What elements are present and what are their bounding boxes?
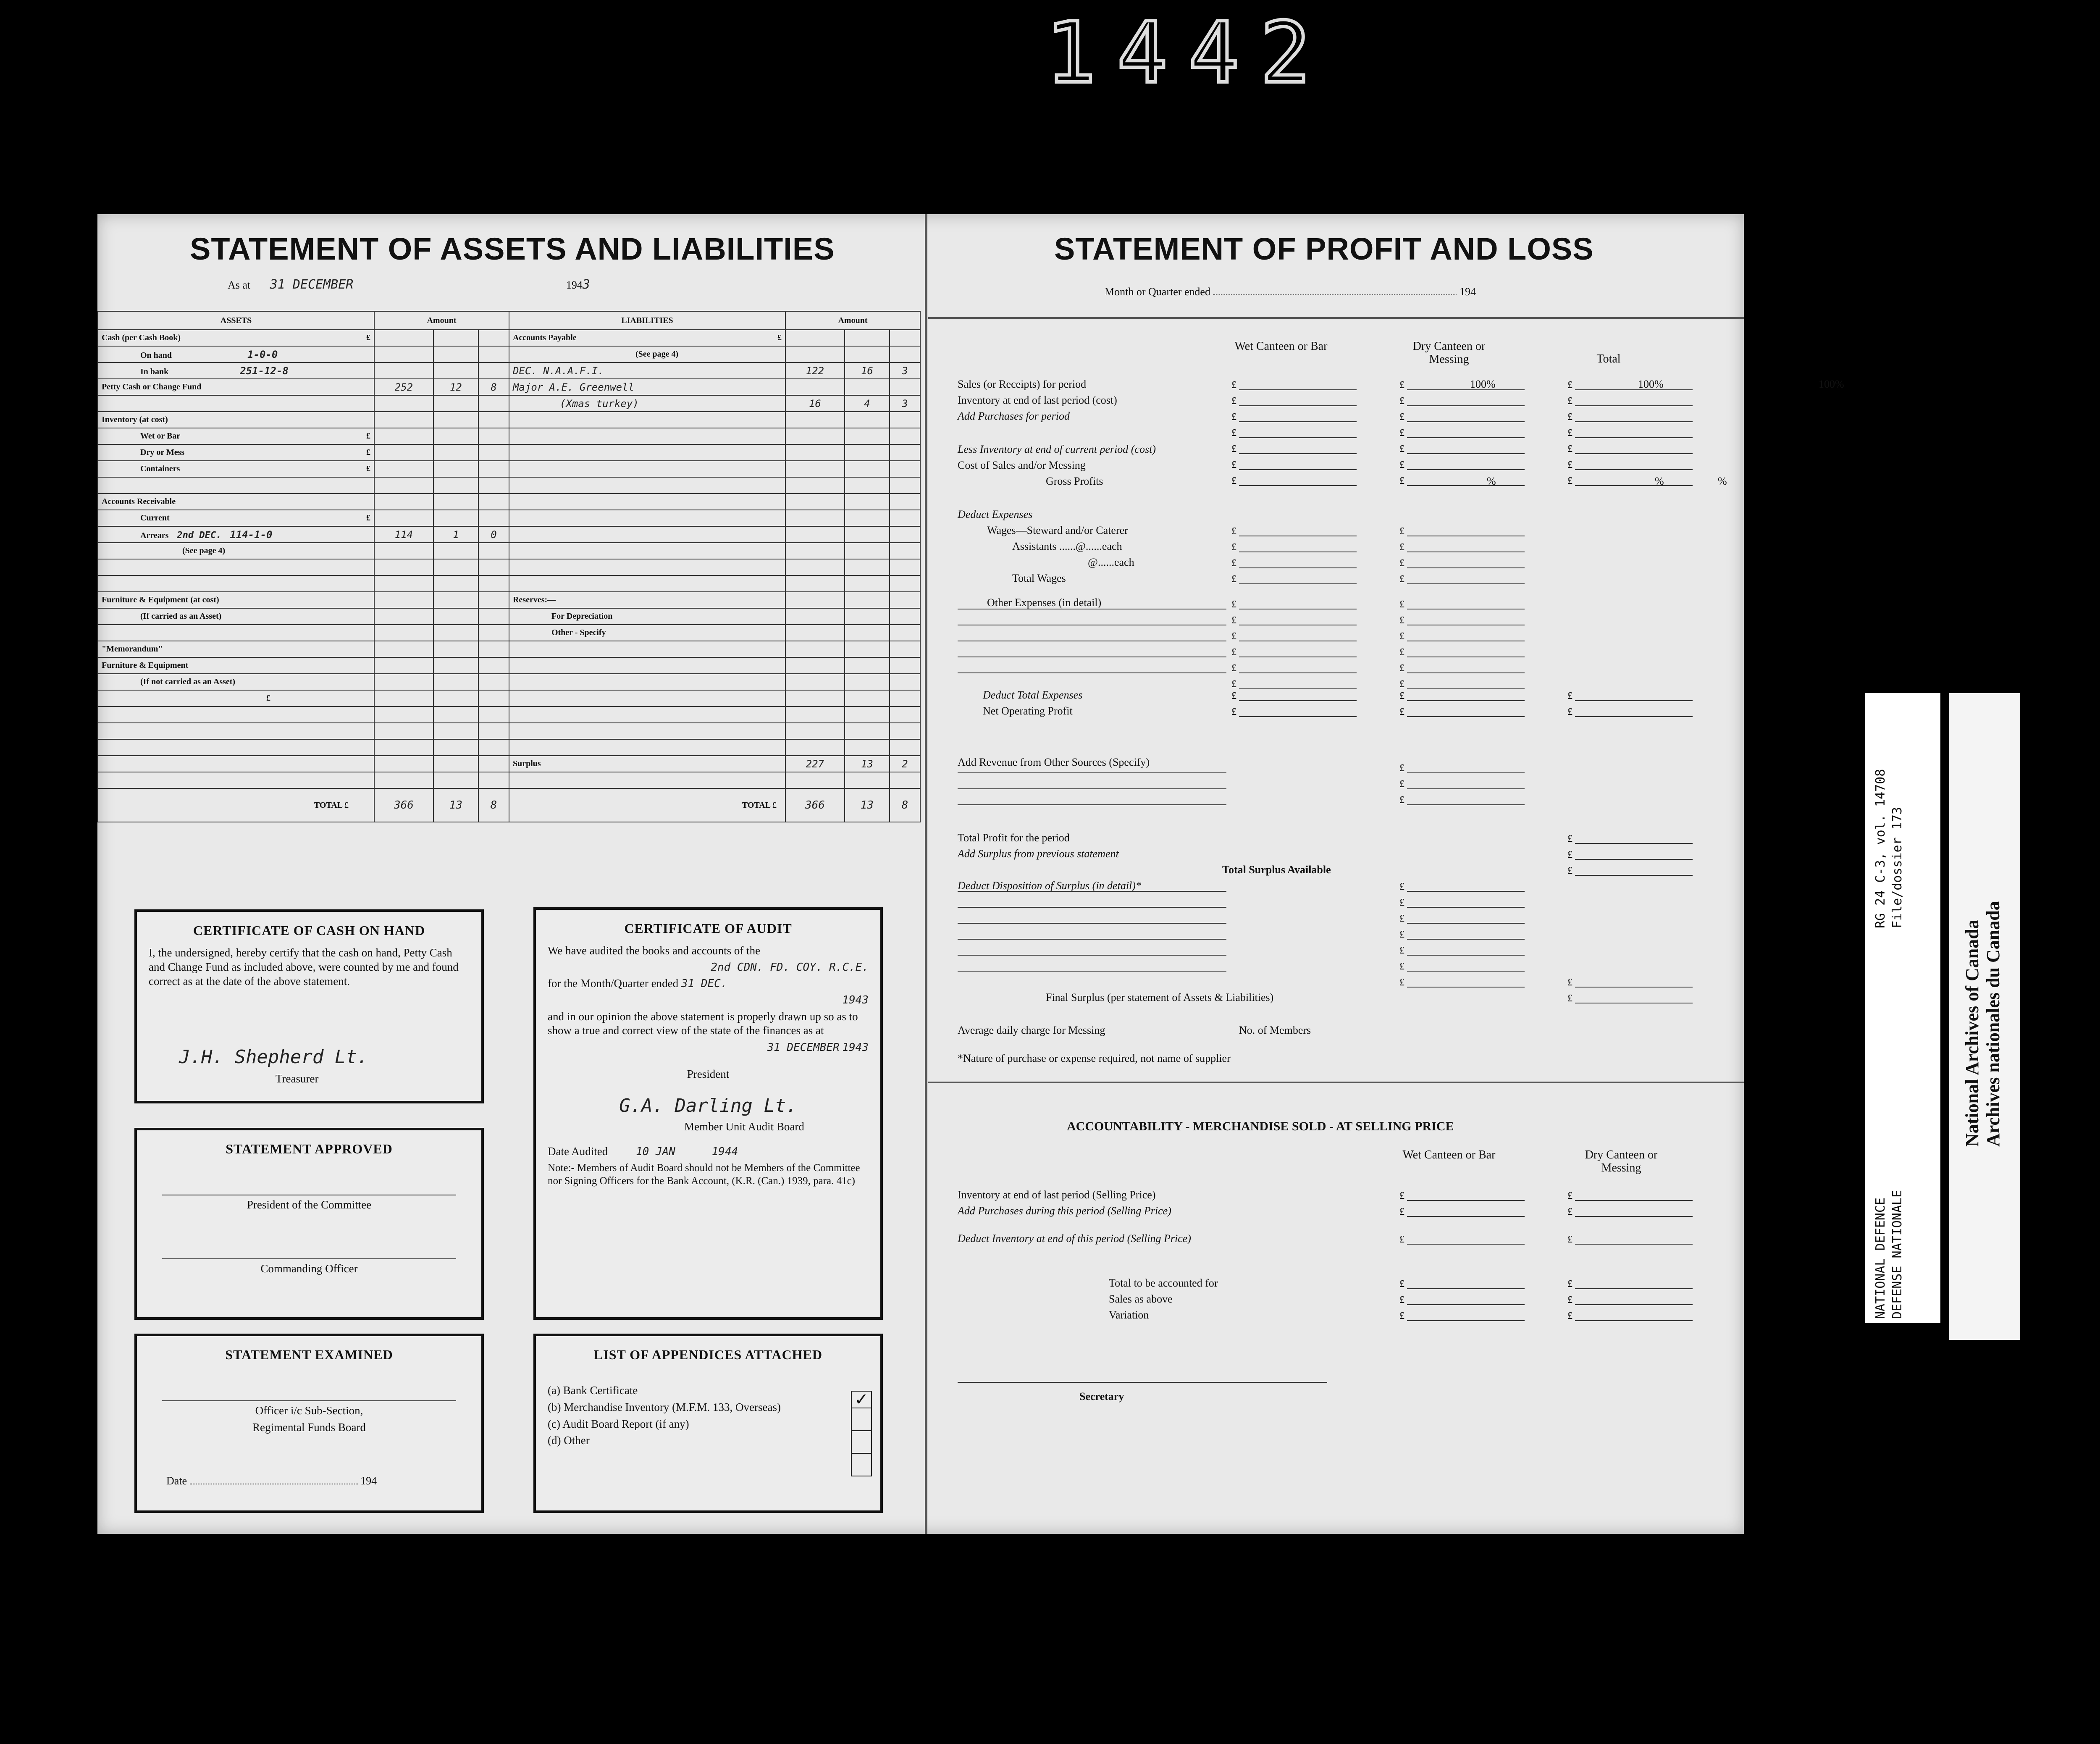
audit-line1: We have audited the books and accounts of the [548, 944, 761, 957]
pound-marker: £ [1567, 849, 1572, 860]
pound-marker: £ [1399, 380, 1404, 391]
cash-total-pence: 8 [478, 379, 509, 395]
certificate-audit-title: CERTIFICATE OF AUDIT [624, 921, 792, 936]
pound-marker: £ [1399, 396, 1404, 407]
statement-approved-box [134, 1128, 484, 1320]
pound-marker: £ [1399, 1295, 1404, 1305]
statement-examined-box [134, 1334, 484, 1513]
pound-marker: £ [1567, 412, 1572, 423]
audit-member-label: Member Unit Audit Board [684, 1120, 804, 1133]
pound-marker: £ [1231, 663, 1236, 674]
secretary-label: Secretary [1079, 1390, 1124, 1403]
liability-greenwell-note: (Xmas turkey) [509, 395, 785, 412]
pound-marker: £ [1399, 1234, 1404, 1245]
president-committee-label: President of the Committee [247, 1198, 372, 1211]
pound-marker: £ [1399, 475, 1404, 486]
liabilities-total-pounds: 366 [785, 788, 845, 822]
pound-marker: £ [1567, 1190, 1572, 1201]
audit-president-label: President [687, 1067, 730, 1080]
asset-line: Inventory (at cost) [98, 412, 374, 428]
pound-marker: £ [1399, 1206, 1404, 1217]
pound-marker: £ [1231, 412, 1236, 423]
pct-dry: 100% [1638, 378, 1664, 390]
date-audited-year: 1944 [711, 1145, 738, 1158]
asset-line: Arrears 2nd DEC. 114-1-0 [98, 526, 374, 543]
treasurer-label: Treasurer [276, 1072, 319, 1085]
liabilities-total-pence: 8 [890, 788, 920, 822]
pct-wet: 100% [1470, 378, 1496, 390]
pound-marker: £ [1399, 558, 1404, 569]
asset-pound-line: £ [98, 690, 374, 707]
pct-sign-dry: % [1655, 475, 1664, 487]
pl-line: Add Purchases for period [958, 410, 1070, 422]
assets-total-pounds: 366 [374, 788, 433, 822]
pl-line: Other Expenses (in detail) [987, 596, 1102, 609]
pound-marker: £ [1231, 647, 1236, 658]
acc-col-wet: Wet Canteen or Bar [1402, 1148, 1496, 1161]
archive-stamp-strip [1949, 693, 2020, 1340]
audit-member-signature: G.A. Darling Lt. [619, 1095, 797, 1116]
pl-line: Deduct Total Expenses [983, 689, 1083, 701]
acc-line: Variation [1109, 1309, 1149, 1321]
liability-line: Accounts Payable £ [509, 330, 785, 346]
archives-fr: Archives nationales du Canada [1983, 901, 2003, 1147]
assets-total-shillings: 13 [433, 788, 478, 822]
pound-marker: £ [1567, 1311, 1572, 1321]
archives-en: National Archives of Canada [1962, 919, 1982, 1147]
in-bank-value: 251-12-8 [240, 365, 289, 377]
pl-line: @......each [1088, 556, 1134, 568]
pound-marker: £ [1231, 679, 1236, 690]
pound-marker: £ [1567, 444, 1572, 454]
naafi-pence: 3 [890, 362, 920, 379]
asset-line: Furniture & Equipment (at cost) [98, 592, 374, 608]
pl-line-gross: Gross Profits [1046, 475, 1103, 487]
pound-marker: £ [1231, 631, 1236, 642]
pound-marker: £ [1399, 599, 1404, 610]
greenwell-pounds: 16 [785, 395, 845, 412]
liabilities-header: LIABILITIES [509, 311, 785, 330]
pl-line: Final Surplus (per statement of Assets & Liabilities) [1046, 991, 1274, 1003]
officer-subsection-label: Officer i/c Sub-Section, [255, 1404, 363, 1417]
treasurer-signature: J.H. Shepherd Lt. [179, 1046, 368, 1068]
liabilities-amount-header: Amount [785, 311, 920, 330]
appendix-item: (d) Other [548, 1434, 590, 1447]
pound-marker: £ [1231, 615, 1236, 626]
pound-marker: £ [1231, 691, 1236, 701]
pl-line: Add Revenue from Other Sources (Specify) [958, 756, 1150, 768]
pl-line: Less Inventory at end of current period (cost) [958, 443, 1156, 455]
examined-date-row [166, 1475, 377, 1487]
statement-approved-title: STATEMENT APPROVED [226, 1141, 393, 1156]
commanding-officer-label: Commanding Officer [260, 1262, 358, 1275]
on-hand-value: 1-0-0 [247, 348, 278, 360]
pound-marker: £ [1399, 897, 1404, 908]
audit-as-at-date: 31 DECEMBER [767, 1041, 840, 1054]
defense-nationale: DEFENSE NATIONALE [1890, 1190, 1905, 1319]
pound-marker: £ [1399, 707, 1404, 717]
pound-marker: £ [1231, 526, 1236, 537]
appendices-title: LIST OF APPENDICES ATTACHED [593, 1347, 823, 1362]
surplus-pence: 2 [890, 756, 920, 772]
pound-marker: £ [1231, 574, 1236, 585]
cash-total-pounds: 252 [374, 379, 433, 395]
pound-marker: £ [1399, 961, 1404, 972]
liability-line: (See page 4) [509, 346, 785, 362]
pl-line: Net Operating Profit [983, 705, 1073, 717]
asset-line: Cash (per Cash Book) £ [98, 330, 374, 346]
pl-line: Inventory at end of last period (cost) [958, 394, 1117, 406]
audit-as-at-year: 1943 [842, 1041, 869, 1054]
pound-marker: £ [1399, 631, 1404, 642]
pound-marker: £ [1567, 833, 1572, 844]
arrears-pence: 0 [478, 526, 509, 543]
pound-marker: £ [1567, 707, 1572, 717]
liabilities-total-shillings: 13 [845, 788, 890, 822]
period-year: 194 [1459, 286, 1476, 298]
acc-line: Total to be accounted for [1109, 1277, 1218, 1289]
as-at-year-suffix: 3 [582, 277, 590, 292]
examined-date-label: Date [166, 1475, 187, 1487]
audit-line3: and in our opinion the above statement is properly drawn up so as to show a true and correct view of the state of the finances as at [548, 1010, 858, 1037]
center-fold [925, 214, 927, 1534]
pound-marker: £ [1231, 475, 1236, 486]
as-at-year-prefix: 194 [566, 279, 583, 291]
profit-loss-entry-lines [928, 214, 1744, 1534]
pound-marker: £ [1231, 396, 1236, 407]
acc-col-dry: Dry Canteen or Messing [1585, 1148, 1658, 1174]
liability-line: Surplus [509, 756, 785, 772]
cash-total-shillings: 12 [433, 379, 478, 395]
arrears-note: 2nd DEC. [177, 530, 222, 541]
surplus-shillings: 13 [845, 756, 890, 772]
assets-total-label: TOTAL £ [98, 788, 374, 822]
arrears-shillings: 1 [433, 526, 478, 543]
pl-line: Total Profit for the period [958, 832, 1070, 844]
pound-marker: £ [1399, 691, 1404, 701]
audit-unit: 2nd CDN. FD. COY. R.C.E. [711, 961, 869, 974]
pound-marker: £ [1231, 380, 1236, 391]
pound-marker: £ [1399, 428, 1404, 439]
pound-marker: £ [1399, 615, 1404, 626]
appendix-item: (c) Audit Board Report (if any) [548, 1417, 689, 1430]
acc-line: Inventory at end of last period (Selling Price) [958, 1189, 1156, 1201]
pound-marker: £ [1567, 977, 1572, 988]
pound-marker: £ [1231, 599, 1236, 610]
certificate-cash-title: CERTIFICATE OF CASH ON HAND [193, 923, 425, 938]
pound-marker: £ [1567, 475, 1572, 486]
pct-total: 100% [1819, 378, 1844, 390]
col-total-header: Total [1596, 352, 1621, 365]
pound-marker: £ [1399, 444, 1404, 454]
assets-liabilities-title: STATEMENT OF ASSETS AND LIABILITIES [190, 231, 835, 266]
pound-marker: £ [1399, 526, 1404, 537]
appendix-checkboxes [851, 1391, 872, 1476]
pound-marker: £ [1399, 779, 1404, 790]
pound-marker: £ [1567, 691, 1572, 701]
date-audited-row: Date Audited 10 JAN 1944 [548, 1145, 738, 1158]
national-defence: NATIONAL DEFENCE [1873, 1198, 1888, 1319]
pl-line: Assistants ......@......each [1012, 540, 1122, 552]
accountability-title: ACCOUNTABILITY - MERCHANDISE SOLD - AT SELLING PRICE [1067, 1119, 1454, 1133]
asset-line: Dry or Mess £ [98, 444, 374, 461]
pound-marker: £ [1231, 542, 1236, 553]
pound-marker: £ [1399, 795, 1404, 806]
appendices-box [533, 1334, 883, 1513]
pound-marker: £ [1567, 396, 1572, 407]
pl-footnote: *Nature of purchase or expense required, not name of supplier [958, 1052, 1231, 1064]
as-at-value: 31 DECEMBER [270, 277, 354, 292]
pl-line: Total Wages [1012, 572, 1066, 584]
asset-line: Wet or Bar £ [98, 428, 374, 444]
liability-line: For Depreciation [509, 608, 785, 625]
audit-period: 31 DEC. [681, 977, 727, 990]
pound-marker: £ [1567, 428, 1572, 439]
acc-line: Deduct Inventory at end of this period (Selling Price) [958, 1232, 1191, 1245]
pl-line: Deduct Expenses [958, 508, 1033, 520]
pl-line: Wages—Steward and/or Caterer [987, 524, 1128, 536]
pound-marker: £ [1567, 380, 1572, 391]
certificate-cash-box [134, 909, 484, 1103]
pound-marker: £ [1399, 1279, 1404, 1290]
pound-marker: £ [1231, 558, 1236, 569]
pl-line-sales: Sales (or Receipts) for period [958, 378, 1087, 390]
pound-marker: £ [1399, 679, 1404, 690]
pound-marker: £ [1399, 1311, 1404, 1321]
asset-line: (See page 4) [98, 543, 374, 559]
pound-marker: £ [1567, 1206, 1572, 1217]
audit-line2-row: for the Month/Quarter ended 31 DEC. [548, 977, 727, 990]
pl-line: Total Surplus Available [1222, 864, 1331, 876]
asset-line: "Memorandum" [98, 641, 374, 657]
pound-marker: £ [1567, 993, 1572, 1004]
pound-marker: £ [1399, 945, 1404, 956]
pound-marker: £ [1399, 977, 1404, 988]
appendix-item: (b) Merchandise Inventory (M.F.M. 133, Overseas) [548, 1400, 781, 1413]
liability-greenwell: Major A.E. Greenwell [509, 379, 785, 395]
profit-loss-panel [928, 214, 1844, 1534]
liability-naafi: DEC. N.A.A.F.I. [509, 362, 785, 379]
appendix-check: ✓ [852, 1392, 871, 1408]
pl-line: Add Surplus from previous statement [958, 848, 1119, 860]
pound-marker: £ [1399, 663, 1404, 674]
asset-line: (If not carried as an Asset) [98, 674, 374, 690]
assets-total-pence: 8 [478, 788, 509, 822]
archive-file: File/dossier 173 [1890, 807, 1905, 928]
acc-line: Sales as above [1109, 1293, 1173, 1305]
as-at-label: As at [228, 279, 251, 291]
pound-marker: £ [1399, 460, 1404, 470]
pound-marker: £ [1399, 881, 1404, 892]
pound-marker: £ [1231, 428, 1236, 439]
ledger-sheet [97, 214, 1844, 1534]
pl-line: No. of Members [1239, 1024, 1311, 1036]
as-at-row [228, 277, 590, 292]
pl-line: Average daily charge for Messing [958, 1024, 1105, 1036]
asset-line: Current £ [98, 510, 374, 526]
asset-line: Accounts Receivable [98, 494, 374, 510]
pound-marker: £ [1231, 460, 1236, 470]
examined-date-year: 194 [360, 1475, 377, 1487]
pound-marker: £ [1567, 1234, 1572, 1245]
liabilities-total-label: TOTAL £ [509, 788, 785, 822]
audit-year: 1943 [842, 994, 869, 1006]
assets-liabilities-panel [97, 214, 924, 1534]
period-label: Month or Quarter ended [1105, 286, 1210, 298]
pound-marker: £ [1399, 1190, 1404, 1201]
asset-line: On hand 1-0-0 [98, 346, 374, 362]
pound-marker: £ [1231, 444, 1236, 454]
date-audited-value: 10 JAN [635, 1145, 675, 1158]
pound-marker: £ [1567, 1295, 1572, 1305]
naafi-shillings: 16 [845, 362, 890, 379]
asset-line: Petty Cash or Change Fund [98, 379, 374, 395]
statement-examined-title: STATEMENT EXAMINED [225, 1347, 393, 1362]
archive-ref: RG 24 C-3, vol. 14708 [1873, 769, 1888, 928]
certificate-audit-box [533, 907, 883, 1320]
asset-line: In bank 251-12-8 [98, 362, 374, 379]
col-dry-header: Dry Canteen or Messing [1412, 340, 1486, 366]
audit-as-at-row [548, 1040, 869, 1055]
pl-line: Cost of Sales and/or Messing [958, 459, 1086, 471]
pct-sign-total: % [1718, 475, 1727, 487]
archive-reference-strip [1865, 693, 1940, 1323]
acc-line: Add Purchases during this period (Selling Price) [958, 1205, 1171, 1217]
arrears-pounds: 114 [374, 526, 433, 543]
arrears-value: 114-1-0 [230, 528, 273, 541]
asset-line: Furniture & Equipment [98, 657, 374, 674]
pct-sign-wet: % [1487, 475, 1496, 487]
liability-line: Other - Specify [509, 625, 785, 641]
assets-liabilities-table [97, 311, 921, 822]
surplus-pounds: 227 [785, 756, 845, 772]
regimental-funds-label: Regimental Funds Board [252, 1421, 366, 1434]
pound-marker: £ [1399, 647, 1404, 658]
frame-number: 1442 [1045, 4, 1332, 102]
pound-marker: £ [1399, 574, 1404, 585]
pound-marker: £ [1567, 865, 1572, 876]
pound-marker: £ [1399, 412, 1404, 423]
pound-marker: £ [1399, 763, 1404, 774]
pound-marker: £ [1567, 1279, 1572, 1290]
pl-line: Deduct Disposition of Surplus (in detail)* [958, 880, 1141, 892]
asset-line: Containers £ [98, 461, 374, 477]
assets-amount-header: Amount [374, 311, 509, 330]
pound-marker: £ [1399, 542, 1404, 553]
asset-line: (If carried as an Asset) [98, 608, 374, 625]
audit-note: Note:- Members of Audit Board should not be Members of the Committee nor Signing Officers for the Bank Account, (K.R. (Can.) 1939, para. 41c) [548, 1162, 860, 1187]
col-wet-header: Wet Canteen or Bar [1234, 340, 1328, 353]
greenwell-shillings: 4 [845, 395, 890, 412]
pound-marker: £ [1567, 460, 1572, 470]
pound-marker: £ [1399, 913, 1404, 924]
greenwell-pence: 3 [890, 395, 920, 412]
assets-header: ASSETS [98, 311, 374, 330]
appendix-item: (a) Bank Certificate [548, 1384, 638, 1397]
pound-marker: £ [1399, 929, 1404, 940]
pound-marker: £ [1231, 707, 1236, 717]
naafi-pounds: 122 [785, 362, 845, 379]
liability-line: Reserves:— [509, 592, 785, 608]
certificate-cash-body: I, the undersigned, hereby certify that the cash on hand, Petty Cash and Change Fund as included above, were counted by me and found correct as at the date of the above statement. [149, 946, 459, 988]
profit-loss-title: STATEMENT OF PROFIT AND LOSS [1054, 231, 1594, 266]
